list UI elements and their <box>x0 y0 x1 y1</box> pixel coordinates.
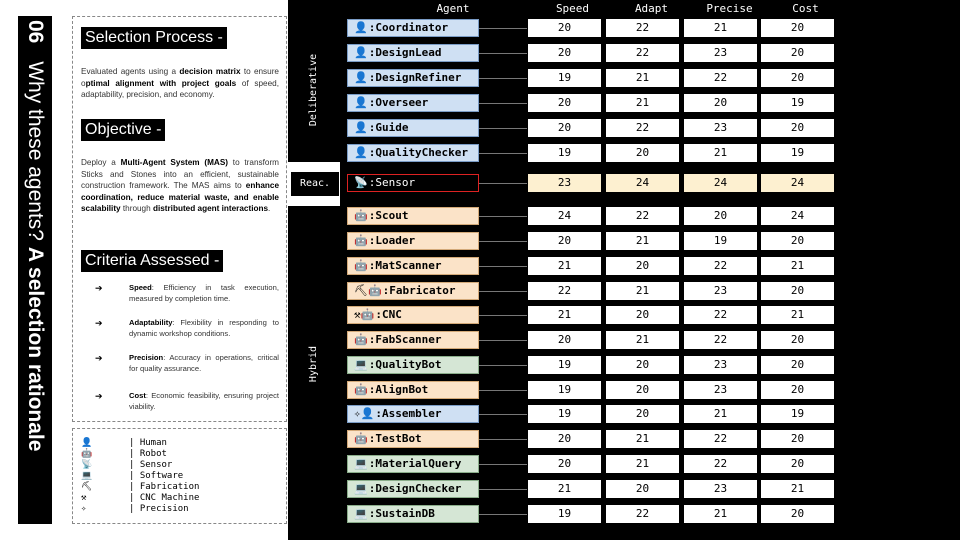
criteria-item-speed: ➔ Speed: Efficiency in task execution, measured by completion time. <box>95 283 279 303</box>
robot-icon: 🤖 <box>354 333 368 346</box>
agent-row-label <box>347 505 479 523</box>
legend-item-human: 👤 | Human <box>81 438 167 448</box>
score-cell-speed: 20 <box>528 119 601 137</box>
row-connector <box>479 78 527 79</box>
agent-row-label <box>347 356 479 374</box>
agent-row-label <box>347 405 479 423</box>
column-header-precise: Precise <box>706 2 753 15</box>
info-panel <box>72 16 287 422</box>
score-cell-precise: 22 <box>684 257 757 275</box>
criteria-item-adaptability: ➔ Adaptability: Flexibility in responding to dynamic workshop conditions. <box>95 318 279 338</box>
score-cell-adapt: 21 <box>606 331 679 349</box>
score-cell-speed: 24 <box>528 207 601 225</box>
selection-process-text: Evaluated agents using a decision matrix to ensure optimal alignment with project goals of speed, adaptability, precision, and economy. <box>81 67 279 99</box>
score-cell-cost: 21 <box>761 257 834 275</box>
legend-item-sensor: 📡 | Sensor <box>81 460 173 470</box>
score-cell-cost: 20 <box>761 44 834 62</box>
human-icon: 👤 <box>354 146 368 159</box>
score-cell-adapt: 22 <box>606 119 679 137</box>
agent-name: :DesignLead <box>368 46 442 59</box>
score-cell-cost: 24 <box>761 207 834 225</box>
agent-name: :DesignChecker <box>368 482 462 495</box>
group-label-reactive: Reac. <box>291 172 339 196</box>
agent-name: :CNC <box>375 308 402 321</box>
slide-title <box>18 20 52 520</box>
criteria-item-cost: ➔ Cost: Economic feasibility, ensuring project viability. <box>95 391 279 411</box>
fabrication-icon: ⛏ <box>81 482 93 492</box>
title-light: Why these agents? <box>24 61 47 241</box>
score-cell-speed: 20 <box>528 94 601 112</box>
row-connector <box>479 53 527 54</box>
legend-item-precision: ✧ | Precision <box>81 504 189 514</box>
score-cell-cost: 20 <box>761 381 834 399</box>
score-cell-precise: 22 <box>684 306 757 324</box>
agent-row-label <box>347 381 479 399</box>
slide-number: 06 <box>24 20 47 44</box>
agent-row-label <box>347 430 479 448</box>
score-cell-speed: 19 <box>528 356 601 374</box>
score-cell-cost: 20 <box>761 232 834 250</box>
score-cell-adapt: 21 <box>606 94 679 112</box>
score-cell-precise: 21 <box>684 505 757 523</box>
software-icon: 💻 <box>354 358 368 371</box>
agent-row-label <box>347 257 479 275</box>
score-cell-adapt: 20 <box>606 480 679 498</box>
row-connector <box>479 128 527 129</box>
score-cell-cost: 20 <box>761 69 834 87</box>
agent-row-label <box>347 144 479 162</box>
score-cell-precise: 23 <box>684 282 757 300</box>
score-cell-adapt: 21 <box>606 282 679 300</box>
row-connector <box>479 216 527 217</box>
robot-icon: ⛏🤖 <box>354 284 382 297</box>
score-cell-adapt: 20 <box>606 257 679 275</box>
score-cell-precise: 20 <box>684 94 757 112</box>
agent-row-label <box>347 455 479 473</box>
objective-text: Deploy a Multi-Agent System (MAS) to transform Sticks and Stones into an efficient, sustainable construction framework. The MAS aims to enhance coordination, reduce material waste, and enable scalability through distributed agent interactions. <box>81 158 279 213</box>
legend-item-cnc-machine: ⚒ | CNC Machine <box>81 493 200 503</box>
score-cell-cost: 21 <box>761 306 834 324</box>
sensor-icon: 📡 <box>354 176 368 189</box>
agent-name: :TestBot <box>368 432 422 445</box>
agent-row-label <box>347 174 479 192</box>
score-cell-adapt: 20 <box>606 144 679 162</box>
score-cell-cost: 20 <box>761 331 834 349</box>
row-connector <box>479 103 527 104</box>
agent-row-label <box>347 331 479 349</box>
group-label-deliberative: Deliberative <box>308 53 319 127</box>
score-cell-precise: 22 <box>684 430 757 448</box>
objective-heading: Objective - <box>81 119 165 141</box>
score-cell-speed: 23 <box>528 174 601 192</box>
robot-icon: ⚒🤖 <box>354 308 375 321</box>
score-cell-precise: 23 <box>684 356 757 374</box>
human-icon: 👤 <box>354 71 368 84</box>
score-cell-adapt: 22 <box>606 207 679 225</box>
agent-name: :Overseer <box>368 96 429 109</box>
arrow-right-icon: ➔ <box>95 391 103 401</box>
agent-name: :AlignBot <box>368 383 429 396</box>
score-cell-cost: 20 <box>761 19 834 37</box>
score-cell-speed: 20 <box>528 430 601 448</box>
agent-name: :Coordinator <box>368 21 449 34</box>
score-cell-cost: 20 <box>761 430 834 448</box>
robot-icon: 🤖 <box>354 383 368 396</box>
title-bold: A selection rationale <box>24 246 47 452</box>
score-cell-cost: 20 <box>761 282 834 300</box>
agent-name: :MatScanner <box>368 259 442 272</box>
score-cell-precise: 21 <box>684 405 757 423</box>
row-connector <box>479 514 527 515</box>
agent-row-label <box>347 207 479 225</box>
agent-name: :Guide <box>368 121 409 134</box>
agent-row-label <box>347 232 479 250</box>
robot-icon: 🤖 <box>81 449 93 459</box>
column-header-cost: Cost <box>792 2 819 15</box>
human-icon: ✧👤 <box>354 407 375 420</box>
software-icon: 💻 <box>354 507 368 520</box>
agent-name: :Scout <box>368 209 409 222</box>
row-connector <box>479 291 527 292</box>
agent-row-label <box>347 94 479 112</box>
column-header-agent: Agent <box>436 2 470 15</box>
row-connector <box>479 153 527 154</box>
score-cell-adapt: 21 <box>606 69 679 87</box>
cnc-machine-icon: ⚒ <box>81 493 87 503</box>
precision-icon: ✧ <box>81 504 87 514</box>
column-header-speed: Speed <box>555 2 590 15</box>
agent-name: :FabScanner <box>368 333 442 346</box>
score-cell-speed: 20 <box>528 331 601 349</box>
score-cell-adapt: 22 <box>606 19 679 37</box>
score-cell-precise: 22 <box>684 69 757 87</box>
score-cell-adapt: 22 <box>606 44 679 62</box>
robot-icon: 🤖 <box>354 234 368 247</box>
legend-item-fabrication: ⛏ | Fabrication <box>81 482 200 492</box>
agent-row-label <box>347 69 479 87</box>
score-cell-speed: 20 <box>528 19 601 37</box>
row-connector <box>479 390 527 391</box>
score-cell-speed: 21 <box>528 480 601 498</box>
arrow-right-icon: ➔ <box>95 318 103 328</box>
agent-row-label <box>347 306 479 324</box>
agent-name: :SustainDB <box>368 507 435 520</box>
score-cell-precise: 24 <box>684 174 757 192</box>
score-cell-cost: 19 <box>761 405 834 423</box>
score-cell-precise: 23 <box>684 119 757 137</box>
score-cell-cost: 20 <box>761 505 834 523</box>
score-cell-cost: 20 <box>761 119 834 137</box>
row-connector <box>479 439 527 440</box>
score-cell-adapt: 20 <box>606 381 679 399</box>
score-cell-precise: 23 <box>684 381 757 399</box>
score-cell-adapt: 24 <box>606 174 679 192</box>
score-cell-adapt: 21 <box>606 232 679 250</box>
score-cell-speed: 19 <box>528 405 601 423</box>
legend-item-robot: 🤖 | Robot <box>81 449 167 459</box>
agent-name: :Fabricator <box>382 284 456 297</box>
agent-row-label <box>347 480 479 498</box>
score-cell-precise: 21 <box>684 19 757 37</box>
group-label-hybrid: Hybrid <box>308 345 319 383</box>
score-cell-precise: 22 <box>684 331 757 349</box>
arrow-right-icon: ➔ <box>95 353 103 363</box>
legend-panel <box>72 428 287 524</box>
agent-name: :Assembler <box>375 407 442 420</box>
agent-row-label <box>347 44 479 62</box>
score-cell-cost: 20 <box>761 455 834 473</box>
software-icon: 💻 <box>354 457 368 470</box>
arrow-right-icon: ➔ <box>95 283 103 293</box>
agent-name: :DesignRefiner <box>368 71 462 84</box>
sensor-icon: 📡 <box>81 460 93 470</box>
agent-name: :Loader <box>368 234 416 247</box>
score-cell-cost: 21 <box>761 480 834 498</box>
row-connector <box>479 183 527 184</box>
score-cell-precise: 23 <box>684 480 757 498</box>
agent-row-label <box>347 119 479 137</box>
agent-name: :QualityBot <box>368 358 442 371</box>
score-cell-precise: 22 <box>684 455 757 473</box>
score-cell-speed: 19 <box>528 381 601 399</box>
agent-name: :MaterialQuery <box>368 457 462 470</box>
slide-title-bar <box>18 16 52 524</box>
score-cell-cost: 20 <box>761 356 834 374</box>
robot-icon: 🤖 <box>354 432 368 445</box>
robot-icon: 🤖 <box>354 209 368 222</box>
column-header-adapt: Adapt <box>634 2 669 15</box>
row-connector <box>479 489 527 490</box>
score-cell-adapt: 20 <box>606 306 679 324</box>
selection-process-heading: Selection Process - <box>81 27 227 49</box>
score-cell-adapt: 21 <box>606 430 679 448</box>
score-cell-precise: 19 <box>684 232 757 250</box>
score-cell-speed: 20 <box>528 44 601 62</box>
score-cell-cost: 19 <box>761 144 834 162</box>
row-connector <box>479 464 527 465</box>
human-icon: 👤 <box>354 46 368 59</box>
score-cell-precise: 23 <box>684 44 757 62</box>
row-connector <box>479 315 527 316</box>
software-icon: 💻 <box>354 482 368 495</box>
score-cell-speed: 20 <box>528 232 601 250</box>
score-cell-adapt: 22 <box>606 505 679 523</box>
human-icon: 👤 <box>354 21 368 34</box>
row-connector <box>479 266 527 267</box>
score-cell-cost: 19 <box>761 94 834 112</box>
human-icon: 👤 <box>354 121 368 134</box>
score-cell-precise: 21 <box>684 144 757 162</box>
score-cell-adapt: 21 <box>606 455 679 473</box>
score-cell-speed: 21 <box>528 257 601 275</box>
row-connector <box>479 340 527 341</box>
robot-icon: 🤖 <box>354 259 368 272</box>
score-cell-speed: 22 <box>528 282 601 300</box>
row-connector <box>479 365 527 366</box>
score-cell-speed: 19 <box>528 144 601 162</box>
criteria-heading: Criteria Assessed - <box>81 250 223 272</box>
score-cell-adapt: 20 <box>606 405 679 423</box>
row-connector <box>479 28 527 29</box>
agent-name: :QualityChecker <box>368 146 469 159</box>
agent-name: :Sensor <box>368 176 416 189</box>
score-cell-adapt: 20 <box>606 356 679 374</box>
criteria-item-precision: ➔ Precision: Accuracy in operations, critical for quality assurance. <box>95 353 279 373</box>
score-cell-speed: 21 <box>528 306 601 324</box>
legend-item-software: 💻 | Software <box>81 471 184 481</box>
score-cell-precise: 20 <box>684 207 757 225</box>
row-connector <box>479 241 527 242</box>
software-icon: 💻 <box>81 471 93 481</box>
score-cell-speed: 19 <box>528 69 601 87</box>
agent-row-label <box>347 282 479 300</box>
score-cell-cost: 24 <box>761 174 834 192</box>
score-cell-speed: 20 <box>528 455 601 473</box>
human-icon: 👤 <box>81 438 93 448</box>
score-cell-speed: 19 <box>528 505 601 523</box>
human-icon: 👤 <box>354 96 368 109</box>
agent-row-label <box>347 19 479 37</box>
row-connector <box>479 414 527 415</box>
